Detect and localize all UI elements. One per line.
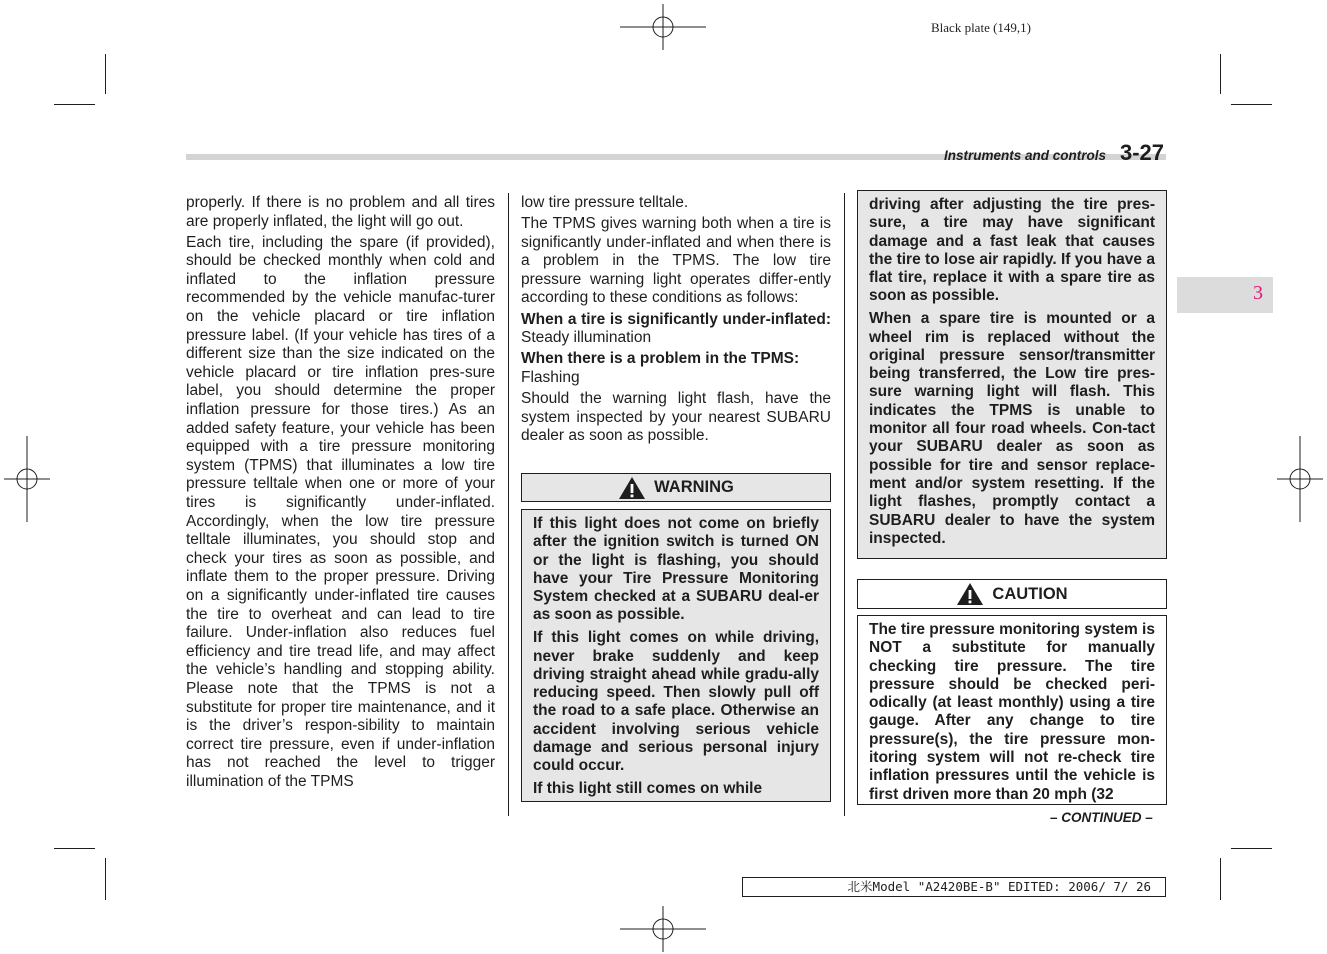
warning-continued-box <box>857 190 1167 559</box>
crop-mark <box>1220 54 1221 94</box>
column-divider <box>508 193 509 816</box>
column-divider <box>844 193 845 816</box>
paragraph: The TPMS gives warning both when a tire is significantly under-inflated and when there is a problem in the TPMS. The low tire pressure warning light operates differ-ently according to these conditions as follows: <box>521 215 831 307</box>
warning-paragraph: If this light comes on while driving, never brake suddenly and keep driving straight ahead while gradu-ally reducing speed. Then slowly pull off the road to a safe place. Otherwise an accident involving serious vehicle damage and serious personal injury could occur. <box>533 629 819 775</box>
body-column-2 <box>521 194 831 448</box>
crop-mark <box>54 104 95 105</box>
body-column-1 <box>186 194 495 794</box>
warning-paragraph: When a spare tire is mounted or a wheel rim is replaced without the original pressure sensor/transmitter being transferred, the Low tire pres-sure warning light will flash. This indicates the TPMS is unable to monitor all four road wheels. Con-tact your SUBARU dealer as soon as possible for tire and sensor replace-ment and/or system resetting. If the light flashes, promptly contact a SUBARU dealer to have the system inspected. <box>869 310 1155 547</box>
paragraph: Should the warning light flash, have the system inspected by your nearest SUBARU dealer as soon as possible. <box>521 389 831 445</box>
warning-header <box>521 473 831 502</box>
condition-label: When there is a problem in the TPMS: <box>521 350 800 368</box>
registration-mark <box>1277 436 1323 522</box>
crop-mark <box>105 858 106 900</box>
crop-mark <box>1231 848 1272 849</box>
paragraph: low tire pressure telltale. <box>521 194 689 211</box>
condition-value: Flashing <box>521 368 580 386</box>
registration-mark <box>4 436 50 522</box>
section-title: Instruments and controls <box>943 148 1106 163</box>
crop-mark <box>105 54 106 94</box>
warning-title: WARNING <box>654 478 734 496</box>
chapter-tab[interactable] <box>1177 277 1273 313</box>
caution-header <box>857 579 1167 609</box>
page-number: 3-27 <box>1120 140 1165 165</box>
crop-mark <box>1220 858 1221 900</box>
condition-flashing <box>521 350 831 387</box>
caution-triangle-icon <box>956 582 984 606</box>
crop-mark <box>54 848 95 849</box>
condition-steady <box>521 311 831 348</box>
continued-label: – CONTINUED – <box>1050 810 1153 825</box>
condition-value: Steady illumination <box>521 329 652 347</box>
crop-mark <box>1231 104 1272 105</box>
warning-paragraph: driving after adjusting the tire pres-sure, a tire may have significant damage and a fast leak that causes the tire to lose air rapidly. If you have a flat tire, replace it with a spare tire as soon as possible. <box>869 196 1155 305</box>
chapter-number: 3 <box>1253 282 1263 304</box>
condition-label: When a tire is significantly under-inflated: <box>521 310 831 328</box>
registration-mark <box>620 4 706 50</box>
plate-label: Black plate (149,1) <box>931 20 1031 35</box>
caution-paragraph: The tire pressure monitoring system is NOT a substitute for manually checking tire pressure. The tire pressure should be checked peri-odically (at least monthly) using a tire gauge. After any change to tire pressure(s), the tire pressure mon-itoring system will not re-check tire inflation pressures until the vehicle is first driven more than 20 mph (32 <box>869 621 1155 803</box>
registration-mark <box>620 906 706 952</box>
caution-title: CAUTION <box>992 584 1068 603</box>
edit-stamp: 北米Model "A2420BE-B" EDITED: 2006/ 7/ 26 <box>742 877 1166 897</box>
warning-triangle-icon <box>618 476 646 500</box>
paragraph: Each tire, including the spare (if provided), should be checked monthly when cold and inflated to the inflation pressure recommended by the vehicle manufac-turer on the vehicle placard or tire inflation pressure label. (If your vehicle has tires of a different size than the size indicated on the vehicle placard or tire inflation pres-sure label, you should determine the proper inflation pressure for those tires.) As an added safety feature, your vehicle has been equipped with a tire pressure monitoring system (TPMS) that illuminates a low tire pressure telltale when one or more of your tires is significantly under-inflated. Accordingly, when the low tire pressure telltale illuminates, you should stop and check your tires as soon as possible, and inflate them to the proper pressure. Driving on a significantly under-inflated tire causes the tire to overheat and can lead to tire failure. Under-inflation also reduces fuel efficiency and tire tread life, and may affect the vehicle’s handling and stopping ability. Please note that the TPMS is not a substitute for proper tire maintenance, and it is the driver’s respon-sibility to maintain correct tire pressure, even if under-inflation has not reached the level to trigger illumination of the TPMS <box>186 233 495 790</box>
warning-paragraph: If this light does not come on briefly after the ignition switch is turned ON or the light is flashing, you should have your Tire Pressure Monitoring System checked at a SUBARU deal-er as soon as possible. <box>533 515 819 624</box>
warning-box <box>521 509 831 802</box>
paragraph: properly. If there is no problem and all tires are properly inflated, the light will go out. <box>186 194 495 230</box>
caution-box <box>857 615 1167 805</box>
warning-paragraph: If this light still comes on while <box>533 780 763 798</box>
